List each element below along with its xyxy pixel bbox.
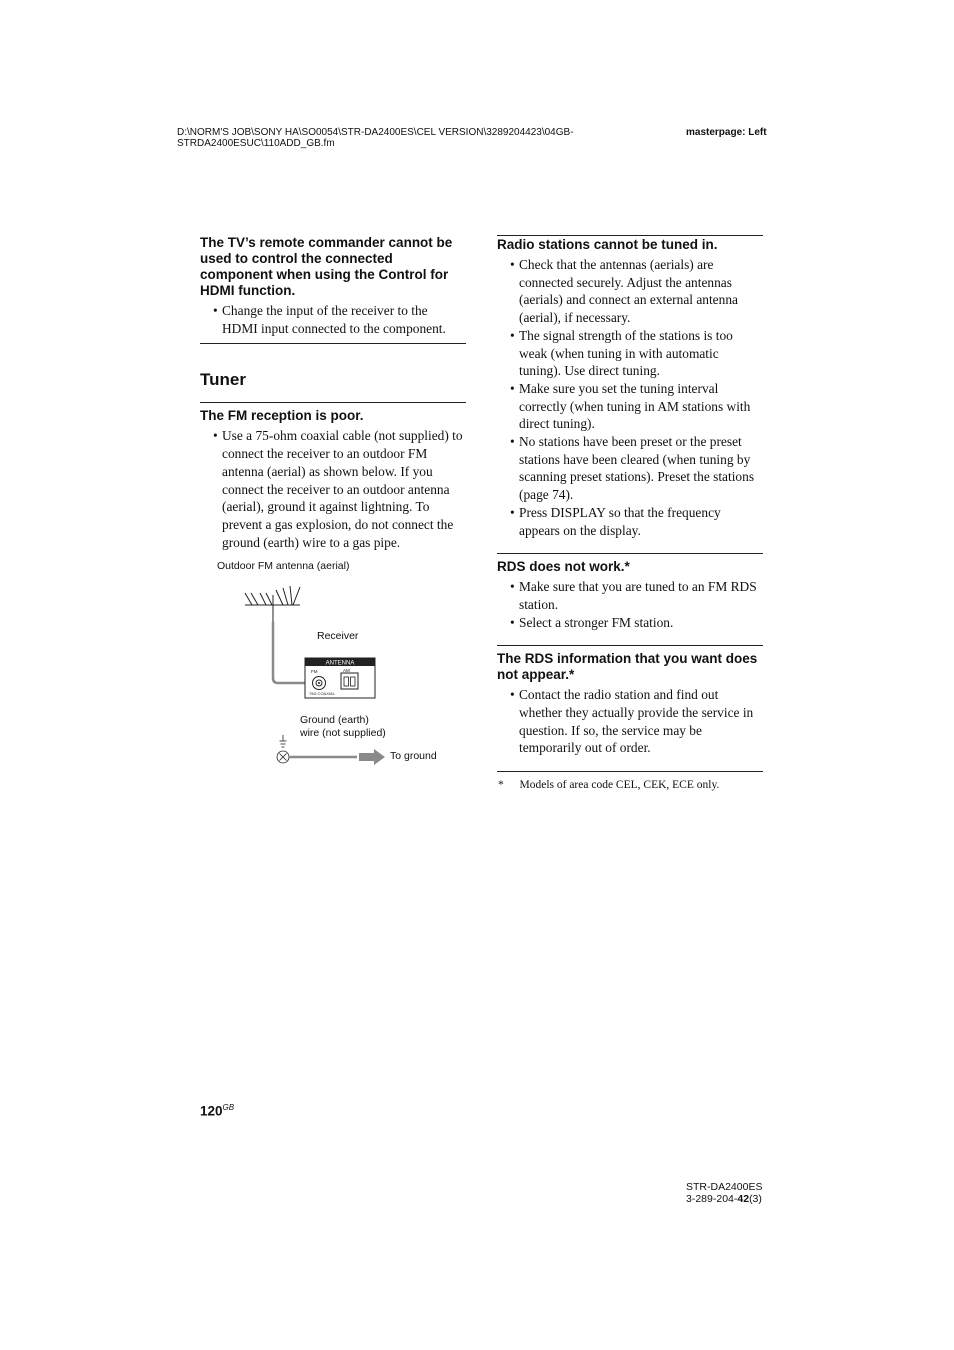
page-number	[200, 1103, 234, 1119]
masterpage-label: masterpage: Left	[686, 127, 767, 138]
list-item: • Make sure that you are tuned to an FM RDS station.	[510, 578, 763, 613]
part-number	[686, 1193, 762, 1205]
list-item: • Select a stronger FM station.	[510, 614, 763, 632]
receiver-label: Receiver	[317, 630, 359, 642]
file-path-line-1: D:\NORM'S JOB\SONY HA\SO0054\STR-DA2400ES\CEL VERSION\3289204423\04GB-	[177, 127, 574, 138]
footnote	[498, 779, 719, 791]
section-divider	[497, 553, 763, 554]
fm-heading: The FM reception is poor.	[200, 408, 364, 424]
list-item: • Check that the antennas (aerials) are connected securely. Adjust the antennas (aerials) and connect an external antenna (aerial), if necessary.	[510, 256, 763, 327]
section-divider	[497, 645, 763, 646]
part-number-suffix: (3)	[749, 1193, 762, 1205]
model-code	[686, 1181, 762, 1205]
antenna-icon	[245, 586, 300, 622]
to-ground-label: To ground	[390, 750, 437, 762]
hdmi-heading: The TV’s remote commander cannot be used to control the connected component when using the Control for HDMI function.	[200, 235, 453, 298]
part-number-prefix: 3-289-204-	[686, 1193, 738, 1205]
ground-wire-label-line-1: Ground (earth)	[300, 714, 369, 726]
rds-info-list	[497, 686, 763, 757]
panel-am-label: AM	[343, 668, 350, 673]
footnote-text: Models of area code CEL, CEK, ECE only.	[519, 779, 720, 791]
list-item: • Use a 75-ohm coaxial cable (not supplied) to connect the receiver to an outdoor FM antenna (aerial) as shown below. If you connect the receiver to an outdoor antenna (aerial), ground it against lightning. To prevent a gas explosion, do not connect the ground (earth) wire to a gas pipe.	[213, 427, 466, 551]
list-item: • The signal strength of the stations is too weak (when tuning in with automatic tuning). Use direct tuning.	[510, 327, 763, 380]
tuner-title: Tuner	[200, 370, 246, 390]
list-item: • Make sure you set the tuning interval correctly (when tuning in AM stations with direct tuning).	[510, 380, 763, 433]
section-divider	[497, 771, 763, 772]
part-number-revision: 42	[737, 1193, 750, 1205]
panel-title: ANTENNA	[325, 660, 355, 667]
list-item: • No stations have been preset or the preset stations have been cleared (when tuning by scanning preset stations). Preset the stations (page 74).	[510, 433, 763, 504]
list-item: • Change the input of the receiver to the HDMI input connected to the component.	[213, 302, 466, 337]
page-number-value: 120	[200, 1103, 223, 1119]
page-number-suffix: GB	[222, 1103, 235, 1112]
antenna-terminal-panel	[305, 658, 375, 698]
am-terminal-icon	[341, 673, 358, 689]
model-name: STR-DA2400ES	[686, 1181, 763, 1193]
section-divider	[497, 235, 763, 236]
ground-wire-label-line-2: wire (not supplied)	[300, 727, 386, 739]
rds-heading: RDS does not work.*	[497, 559, 630, 575]
radio-list	[497, 256, 763, 539]
rds-info-heading: The RDS information that you want does not appear.*	[497, 651, 758, 683]
list-item: • Contact the radio station and find out whether they actually provide the service in question. If so, the service may be temporarily out of order.	[510, 686, 763, 757]
right-column	[497, 235, 763, 772]
file-path-line-2: STRDA2400ESUC\110ADD_GB.fm	[177, 138, 335, 149]
rds-list	[497, 578, 763, 631]
ground-terminal-icon	[277, 735, 289, 763]
arrow-right-icon	[359, 749, 385, 765]
radio-heading: Radio stations cannot be tuned in.	[497, 237, 718, 252]
panel-fm-label: FM	[311, 669, 318, 674]
list-item: • Press DISPLAY so that the frequency appears on the display.	[510, 504, 763, 539]
antenna-label: Outdoor FM antenna (aerial)	[217, 560, 350, 572]
footnote-mark: *	[498, 779, 504, 791]
panel-coax-label: 75Ω COAXIAL	[309, 691, 335, 696]
